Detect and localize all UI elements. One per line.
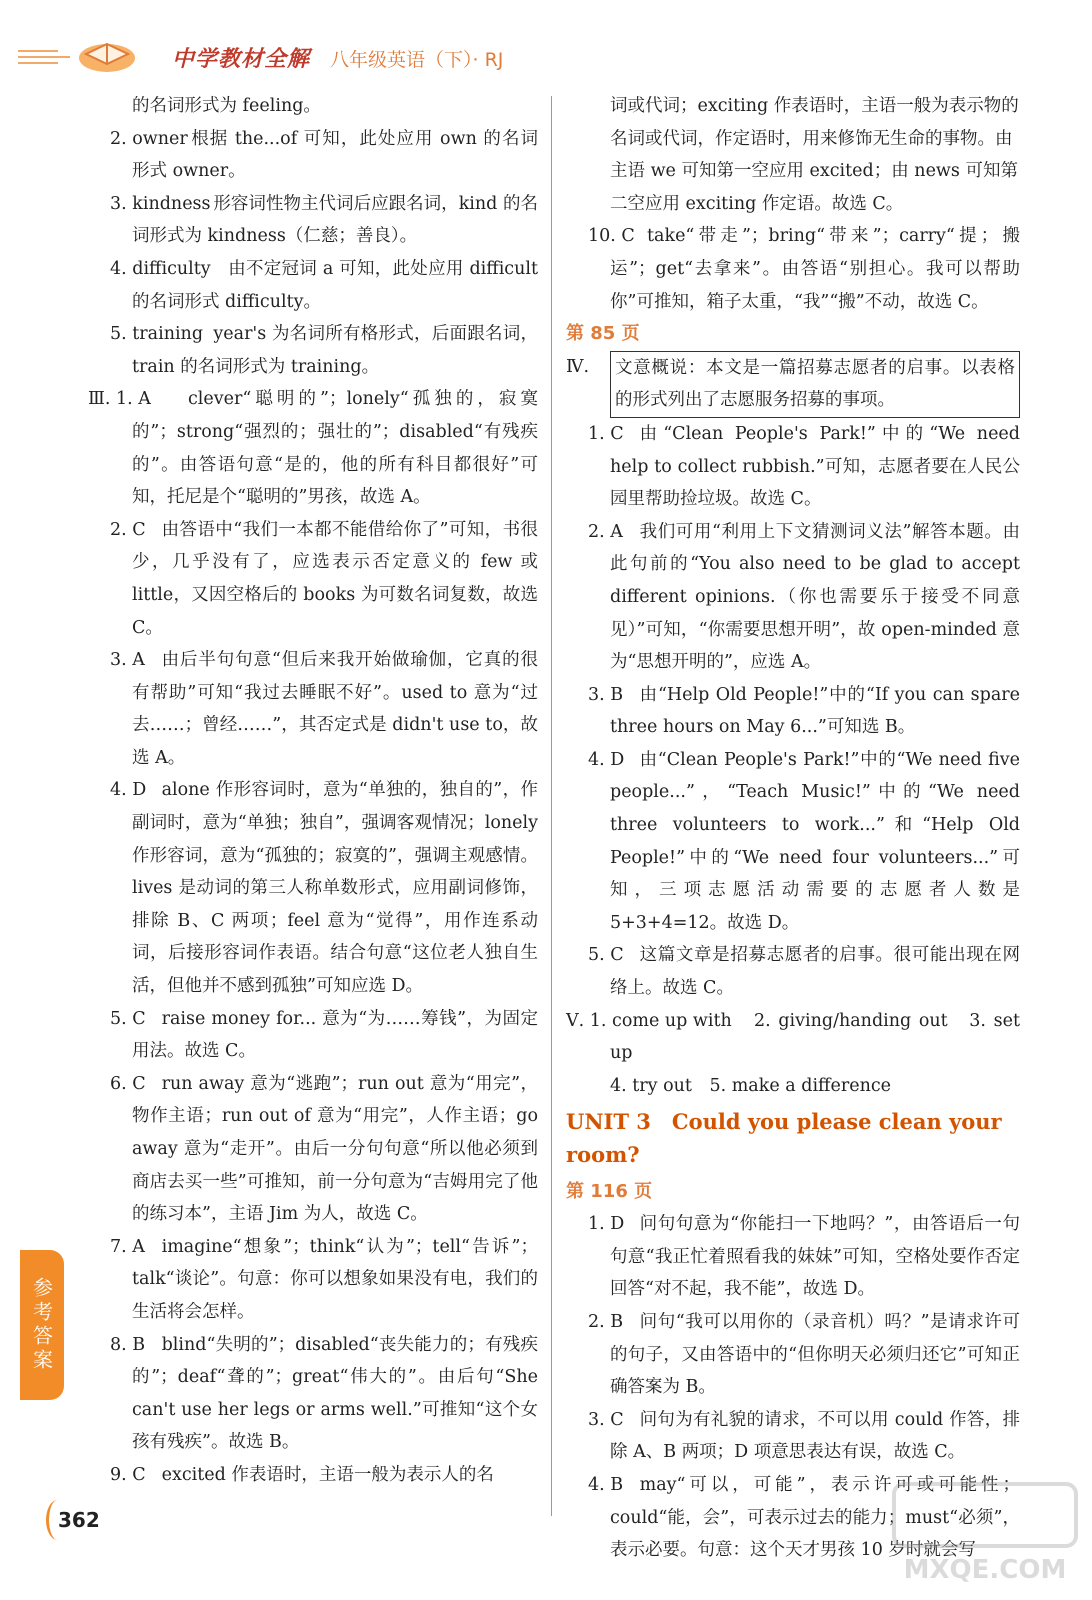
answer-item [566, 418, 1020, 516]
answer-explanation: 由“Clean People's Park!”中的“We need help to collect rubbish.”可知，志愿者要在人民公园里帮助捡垃圾。故选 C。 [610, 423, 1020, 510]
answer-explanation: 由后半句句意“但后来我开始做瑜伽，它真的很有帮助”可知“我过去睡眠不好”。used to 意为“过去……；曾经……”，其否定式是 didn't use to，故选 A。 [132, 650, 538, 768]
answer-number: 5. training [110, 324, 204, 345]
answer-explanation: take“带走”；bring“带来”；carry“提；搬运”；get“去拿来”。由答语“别担心。我可以帮助你”可推知，箱子太重，“我”“搬”不动，故选 C。 [610, 226, 1020, 312]
answer-number: 4. D [588, 749, 625, 770]
answer-item [566, 744, 1020, 940]
text-continuation: 词或代词；exciting 作表语时，主语一般为表示物的名词或代词，作定语时，用来修饰无生命的事物。由主语 we 可知第一空应用 excited；由 news 可知第二空应用 exciting 作定语。故选 C。 [610, 96, 1019, 214]
answer-number: 3. A [110, 650, 145, 671]
answer-item [566, 220, 1020, 318]
answer-explanation: may“可以，可能”，表示许可或可能性；could“能，会”，可表示过去的能力；must“必须”，表示必要。句意：这个天才男孩 10 岁时就会写 [610, 1474, 1020, 1561]
answer-number: 1. C [588, 423, 624, 444]
page-reference-heading: 第 116 页 [566, 1180, 653, 1202]
answer-number: 4. B [588, 1474, 624, 1495]
answer-number: Ⅲ. 1. A [88, 389, 151, 410]
book-logo-icon [76, 34, 138, 74]
answer-number: 7. A [110, 1236, 145, 1257]
answer-number: 5. C [588, 945, 624, 966]
answer-explanation: alone 作形容词时，意为“单独的，独自的”，作副词时，意为“单独；独自”，强调客观情况；lonely 作形容词，意为“孤独的；寂寞的”，强调主观感情。lives 是动词的第三人称单数形式，应用副词修饰，排除 B、C 两项；feel 意为“觉得”，用作连系动词，后接形容词作表语。结合句意“这位老人独自生活，但他并不感到孤独”可知应选 D。 [132, 780, 538, 997]
answer-item [88, 123, 538, 188]
answer-number: Ⅴ. 1. come up with [566, 1010, 732, 1031]
answer-item [566, 1005, 1020, 1070]
answer-number: 2. A [588, 521, 623, 542]
answer-item [88, 383, 538, 513]
answer-explanation: 由“Clean People's Park!”中的“We need five people...”，“Teach Music!”中的“We need three volunteers to work...”和“Help Old People!”中的“We need four volunteers...”可知，三项志愿活动需要的志愿者人数是 5+3+4=12。故选 D。 [610, 749, 1020, 933]
answer-item [88, 514, 538, 644]
answer-item [566, 939, 1020, 1004]
answer-explanation: run away 意为“逃跑”；run out 意为“用完”，物作主语；run out of 意为“用完”，人作主语；go away 意为“走开”。由后一分句句意“所以他必须到商店去买一些”可推知，前一分句意为“吉姆用完了他的练习本”，主语 Jim 为人，故选 C。 [132, 1073, 538, 1225]
right-column [566, 90, 1020, 1567]
answer-explanation: 问句句意为“你能扫一下地吗？”，由答语后一句句意“我正忙着照看我的妹妹”可知，空格处要作否定回答“对不起，我不能”，故选 D。 [610, 1214, 1020, 1300]
answer-number: 5. C [110, 1008, 146, 1029]
answer-explanation: 文意概说：本文是一篇招募志愿者的启事。以表格的形式列出了志愿服务招募的事项。 [610, 351, 1020, 418]
answer-number: 3. C [588, 1409, 624, 1430]
answer-item [566, 1404, 1020, 1469]
answer-item [566, 679, 1020, 744]
answer-explanation: 2. giving/handing out 3. set up [610, 1010, 1020, 1064]
watermark-logo [890, 1480, 1080, 1590]
text-continuation: 的名词形式为 feeling。 [132, 96, 321, 116]
answer-explanation: 问句为有礼貌的请求，不可以用 could 作答，排除 A、B 两项；D 项意思表达有误，故选 C。 [610, 1409, 1020, 1463]
answer-number: 1. D [588, 1214, 625, 1235]
answer-item [88, 318, 538, 383]
answer-number: 4. D [110, 780, 147, 801]
answer-item [88, 1231, 538, 1329]
answer-item [566, 1208, 1020, 1306]
answer-explanation: 由答语中“我们一本都不能借给你了”可知，书很少，几乎没有了，应选表示否定意义的 few 或 little，又因空格后的 books 为可数名词复数，故选 C。 [132, 519, 538, 638]
answer-explanation: raise money for... 意为“为……筹钱”，为固定用法。故选 C。 [132, 1008, 538, 1062]
answer-explanation: 由不定冠词 a 可知，此处应用 difficult 的名词形式 difficulty。 [132, 258, 538, 312]
answer-number: 3. B [588, 684, 624, 705]
answer-number: 2. owner [110, 128, 188, 149]
answer-item [88, 1329, 538, 1459]
brand-title: 中学教材全解 [172, 47, 311, 72]
answer-item [88, 774, 538, 1002]
answer-explanation: clever“聪明的”；lonely“孤独的，寂寞的”；strong“强烈的；强壮的”；disabled“有残疾的”。由答语句意“是的，他的所有科目都很好”可知，托尼是个“聪明的”男孩，故选 A。 [132, 389, 538, 508]
page-number: 362 [58, 1508, 100, 1532]
header-decor-lines [18, 50, 70, 68]
unit-heading: UNIT 3 Could you please clean your room? [566, 1109, 1002, 1167]
side-tab-answers: 参考答案 [20, 1250, 64, 1400]
answer-item [88, 1003, 538, 1068]
answer-number: 6. C [110, 1073, 146, 1094]
answer-explanation: 形容词性物主代词后应跟名词，kind 的名词形式为 kindness（仁慈；善良）。 [132, 193, 538, 247]
answer-number: 2. C [110, 519, 146, 540]
answer-explanation: excited 作表语时，主语一般为表示人的名 [161, 1464, 494, 1485]
answer-number: Ⅳ. [566, 356, 590, 377]
answer-item [566, 351, 1020, 418]
answer-item [88, 253, 538, 318]
answer-item [566, 516, 1020, 679]
page-reference-heading: 第 85 页 [566, 323, 640, 345]
watermark-text: MXQE.COM [903, 1555, 1067, 1585]
answer-number: 10. C [588, 226, 635, 247]
answer-explanation: 问句“我可以用你的（录音机）吗？”是请求许可的句子，又由答语中的“但你明天必须归还它”可知正确答案为 B。 [610, 1311, 1020, 1398]
answer-explanation: imagine“想象”；think“认为”；tell“告诉”；talk“谈论”。句意：你可以想象如果没有电，我们的生活将会怎样。 [132, 1236, 538, 1322]
answer-explanation: 根据 the...of 可知，此处应用 own 的名词形式 owner。 [132, 128, 538, 182]
answer-number: 8. B [110, 1334, 146, 1355]
page-header [0, 28, 1092, 88]
column-divider [551, 96, 552, 1516]
answer-item [88, 1459, 538, 1492]
left-column [88, 90, 538, 1492]
answer-explanation: 由“Help Old People!”中的“If you can spare three hours on May 6...”可知选 B。 [610, 684, 1020, 738]
answer-item [88, 644, 538, 774]
answer-item [88, 1068, 538, 1231]
answer-explanation: 我们可用“利用上下文猜测词义法”解答本题。由此句前的“You also need to be glad to accept different opinions.（你也需要乐于接受不同意见）”可知，“你需要思想开明”，故 open-minded 意为“思想开明的”，应选 A。 [610, 521, 1020, 673]
answer-item [566, 1306, 1020, 1404]
text-continuation: 4. try out 5. make a difference [610, 1075, 891, 1096]
answer-explanation: blind“失明的”；disabled“丧失能力的；有残疾的”；deaf“聋的”；great“伟大的”。由后句“She can't use her legs or arms well.”可推知“这个女孩有残疾”。故选 B。 [132, 1334, 538, 1453]
answer-number: 4. difficulty [110, 258, 211, 279]
answer-explanation: year's 为名词所有格形式，后面跟名词，train 的名词形式为 training。 [132, 324, 538, 377]
answer-number: 3. kindness [110, 193, 211, 214]
answer-number: 2. B [588, 1311, 624, 1332]
answer-explanation: 这篇文章是招募志愿者的启事。很可能出现在网络上。故选 C。 [610, 945, 1020, 999]
answer-number: 9. C [110, 1464, 146, 1485]
book-subtitle: 八年级英语（下）· RJ [330, 49, 504, 71]
answer-item [88, 188, 538, 253]
